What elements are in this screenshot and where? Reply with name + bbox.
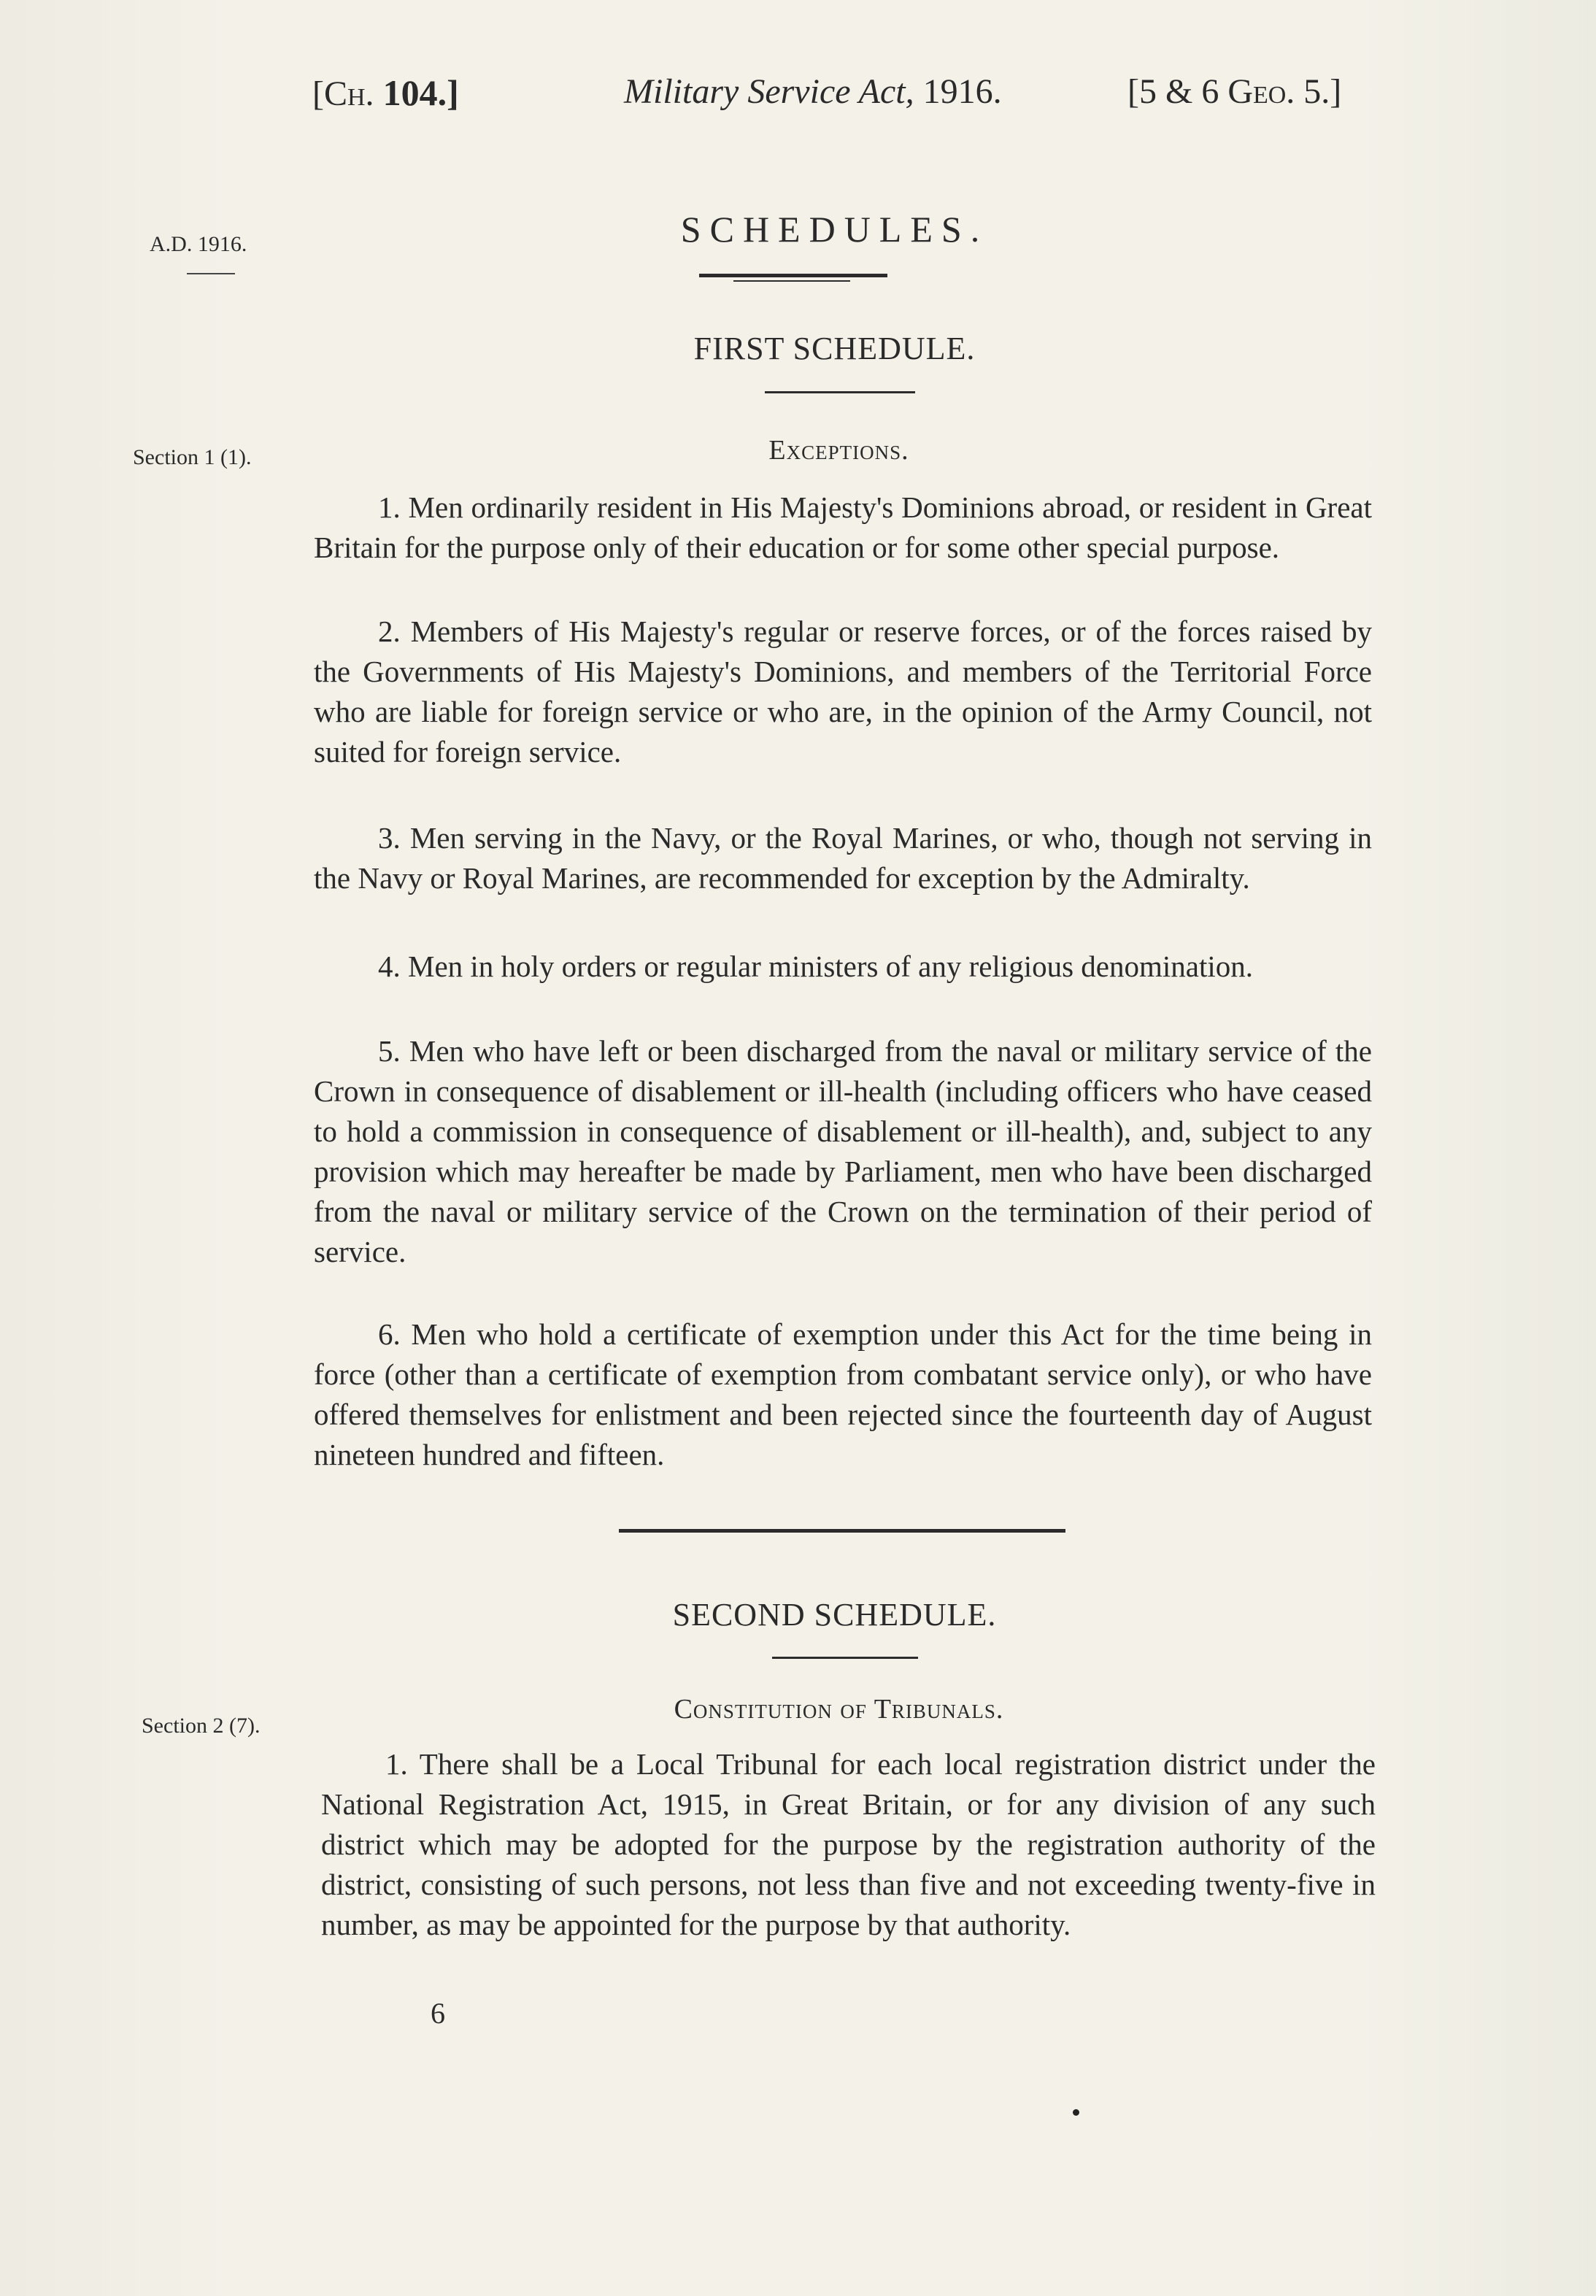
chapter-reference (312, 72, 459, 114)
exception-paragraph-4: 4. Men in holy orders or regular ministers of any religious denomination. (378, 949, 1254, 983)
margin-year-rule (187, 273, 235, 274)
page-number: 6 (431, 1997, 445, 2030)
exception-paragraph-2: 2. Members of His Majesty's regular or reserve forces, or of the forces raised by the Governments of His Majesty's Dominions, and members of the Territorial Force who are liable for foreign service or who are, in the opinion of the Army Council, not suited for foreign service. (314, 615, 1372, 768)
exception-paragraph-6: 6. Men who hold a certificate of exemption under this Act for the time being in force (other than a certificate of exemption from combatant service only), or who have offered themselves for enlistment and been rejected since the fourteenth day of August nineteen hundred and fifteen. (314, 1317, 1372, 1471)
act-year: 1916. (922, 72, 1002, 111)
exceptions-subtitle: Exceptions. (768, 435, 909, 466)
schedule-divider-rule (619, 1529, 1065, 1533)
tribunal-paragraph-1: 1. There shall be a Local Tribunal for each local registration district under the National Registration Act, 1915, in Great Britain, or for any division of any such district which may be adopted for the purpose by the registration authority of the district, consisting of such persons, not less than five and not exceeding twenty-five in number, as may be appointed for the purpose by that authority. (321, 1747, 1376, 1941)
running-header (0, 72, 1596, 123)
second-schedule-title: SECOND SCHEDULE. (672, 1597, 997, 1633)
act-title-text: Military Service Act, (624, 72, 914, 111)
constitution-subtitle: Constitution of Tribunals. (674, 1694, 1004, 1725)
act-title (624, 72, 1002, 112)
regnal-year: [5 & 6 Geo. 5.] (1127, 72, 1342, 111)
exception-paragraph-5: 5. Men who have left or been discharged from the naval or military service of the Crown in consequence of disablement or ill-health (including officers who have ceased to hold a commission in consequence of disablement or ill-health), and, subject to any provision which may hereafter be made by Parliament, men who have been discharged from the naval or military service of the Crown on the termination of their period of service. (314, 1034, 1372, 1268)
first-schedule-rule (765, 391, 915, 393)
schedules-rule-thin (733, 280, 850, 282)
exception-paragraph-1: 1. Men ordinarily resident in His Majesty's Dominions abroad, or resident in Great Britain for the purpose only of their education or for some other special purpose. (314, 490, 1372, 564)
margin-section-second: Section 2 (7). (142, 1714, 261, 1738)
margin-section-first: Section 1 (1). (133, 445, 252, 469)
margin-year: A.D. 1916. (150, 232, 247, 256)
schedules-title: SCHEDULES. (680, 209, 989, 250)
second-schedule-rule (772, 1657, 918, 1659)
ink-speck (1073, 2109, 1079, 2116)
first-schedule-title: FIRST SCHEDULE. (693, 331, 976, 366)
schedules-rule-thick (699, 274, 887, 277)
exception-paragraph-3: 3. Men serving in the Navy, or the Royal Marines, or who, though not serving in the Navy or Royal Marines, are recommended for exception by the Admiralty. (314, 821, 1372, 895)
chapter-number: 104.] (382, 72, 459, 113)
chapter-prefix: [Ch. (312, 74, 374, 113)
